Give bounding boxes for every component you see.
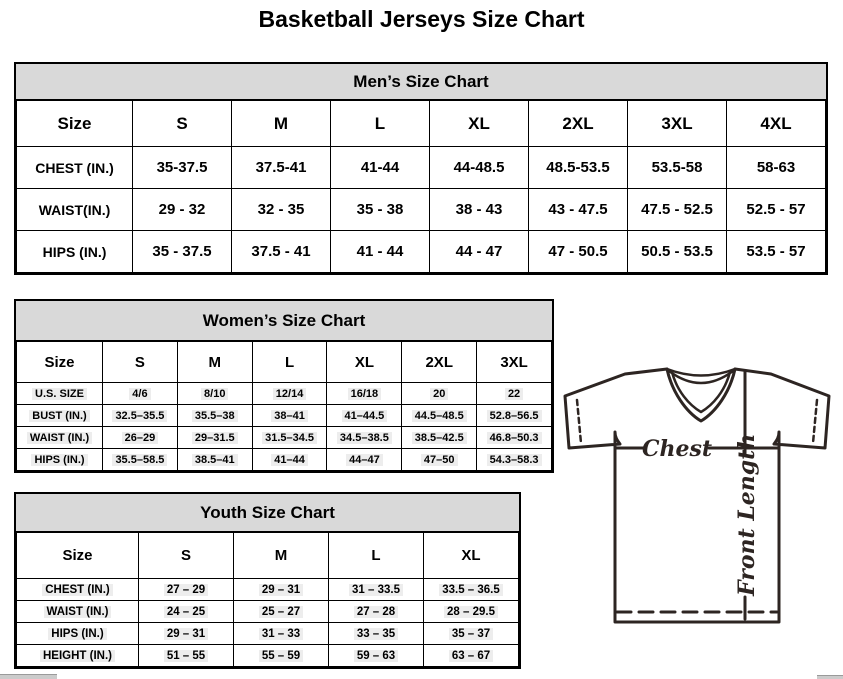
size-value-cell: 24 – 25	[139, 601, 234, 623]
size-value-cell: 20	[402, 383, 477, 405]
bottom-right-scrollbar-fragment[interactable]	[817, 675, 843, 679]
size-value-cell: 12/14	[252, 383, 327, 405]
size-column-header: 3XL	[477, 342, 552, 383]
measurement-row-label: CHEST (IN.)	[17, 147, 133, 189]
size-column-header: S	[103, 342, 178, 383]
measurement-row-label: U.S. SIZE	[17, 383, 103, 405]
measurement-row-label: WAIST (IN.)	[17, 601, 139, 623]
measurement-row	[17, 383, 552, 405]
size-value-cell: 44 - 47	[430, 231, 529, 273]
bottom-left-scrollbar-fragment[interactable]	[0, 674, 57, 679]
mens-chart-title: Men’s Size Chart	[16, 64, 826, 100]
size-value-cell: 16/18	[327, 383, 402, 405]
size-value-cell: 29 - 32	[133, 189, 232, 231]
size-value-cell: 44-48.5	[430, 147, 529, 189]
size-value-cell: 8/10	[177, 383, 252, 405]
size-value-cell: 35.5–38	[177, 405, 252, 427]
size-value-cell: 41 - 44	[331, 231, 430, 273]
womens-chart-title: Women’s Size Chart	[16, 301, 552, 341]
womens-size-chart	[14, 299, 554, 473]
measurement-row-label: BUST (IN.)	[17, 405, 103, 427]
size-column-header: L	[329, 533, 424, 579]
size-header-row	[17, 101, 826, 147]
size-value-cell: 22	[477, 383, 552, 405]
measurement-row-label: HIPS (IN.)	[17, 623, 139, 645]
measurement-row-label: CHEST (IN.)	[17, 579, 139, 601]
size-corner-header: Size	[17, 342, 103, 383]
size-value-cell: 27 – 29	[139, 579, 234, 601]
size-value-cell: 25 – 27	[234, 601, 329, 623]
measurement-row-label: HIPS (IN.)	[17, 231, 133, 273]
size-header-row	[17, 533, 519, 579]
page-title: Basketball Jerseys Size Chart	[258, 6, 585, 32]
size-column-header: S	[139, 533, 234, 579]
size-value-cell: 47.5 - 52.5	[628, 189, 727, 231]
mens-size-table	[16, 100, 826, 273]
womens-size-table	[16, 341, 552, 471]
size-value-cell: 33.5 – 36.5	[424, 579, 519, 601]
size-value-cell: 44.5–48.5	[402, 405, 477, 427]
youth-chart-title: Youth Size Chart	[16, 494, 519, 532]
size-corner-header: Size	[17, 533, 139, 579]
chest-label: Chest	[641, 436, 713, 462]
size-value-cell: 35-37.5	[133, 147, 232, 189]
size-column-header: M	[234, 533, 329, 579]
size-value-cell: 31.5–34.5	[252, 427, 327, 449]
measurement-row-label: WAIST (IN.)	[17, 427, 103, 449]
jersey-collar-back-line	[667, 369, 735, 376]
size-value-cell: 31 – 33	[234, 623, 329, 645]
size-column-header: 2XL	[402, 342, 477, 383]
size-value-cell: 41–44.5	[327, 405, 402, 427]
size-value-cell: 26–29	[103, 427, 178, 449]
size-value-cell: 35 - 37.5	[133, 231, 232, 273]
size-value-cell: 4/6	[103, 383, 178, 405]
size-column-header: 4XL	[727, 101, 826, 147]
measurement-row	[17, 449, 552, 471]
measurement-row	[17, 231, 826, 273]
size-value-cell: 53.5-58	[628, 147, 727, 189]
right-sleeve-seam-dashes	[813, 400, 817, 443]
size-value-cell: 52.5 - 57	[727, 189, 826, 231]
measurement-row	[17, 645, 519, 667]
measurement-row	[17, 147, 826, 189]
youth-size-chart	[14, 492, 521, 669]
size-value-cell: 53.5 - 57	[727, 231, 826, 273]
size-value-cell: 52.8–56.5	[477, 405, 552, 427]
jersey-body-outline	[565, 369, 829, 622]
size-value-cell: 44–47	[327, 449, 402, 471]
size-value-cell: 38.5–41	[177, 449, 252, 471]
size-value-cell: 54.3–58.3	[477, 449, 552, 471]
jersey-measurement-diagram	[558, 363, 840, 629]
size-value-cell: 46.8–50.3	[477, 427, 552, 449]
size-value-cell: 32 - 35	[232, 189, 331, 231]
size-value-cell: 47–50	[402, 449, 477, 471]
size-value-cell: 35.5–58.5	[103, 449, 178, 471]
size-value-cell: 29 – 31	[139, 623, 234, 645]
measurement-row	[17, 601, 519, 623]
size-value-cell: 48.5-53.5	[529, 147, 628, 189]
size-value-cell: 47 - 50.5	[529, 231, 628, 273]
size-column-header: M	[232, 101, 331, 147]
size-value-cell: 41-44	[331, 147, 430, 189]
measurement-row-label: HIPS (IN.)	[17, 449, 103, 471]
size-column-header: XL	[327, 342, 402, 383]
measurement-row	[17, 405, 552, 427]
size-value-cell: 41–44	[252, 449, 327, 471]
size-value-cell: 29–31.5	[177, 427, 252, 449]
size-value-cell: 31 – 33.5	[329, 579, 424, 601]
size-value-cell: 37.5-41	[232, 147, 331, 189]
size-value-cell: 32.5–35.5	[103, 405, 178, 427]
measurement-row	[17, 189, 826, 231]
size-value-cell: 51 – 55	[139, 645, 234, 667]
left-sleeve-seam-dashes	[577, 400, 581, 443]
size-value-cell: 35 – 37	[424, 623, 519, 645]
size-value-cell: 38.5–42.5	[402, 427, 477, 449]
size-value-cell: 55 – 59	[234, 645, 329, 667]
measurement-row	[17, 427, 552, 449]
youth-size-table	[16, 532, 519, 667]
size-column-header: S	[133, 101, 232, 147]
measurement-row	[17, 623, 519, 645]
size-value-cell: 43 - 47.5	[529, 189, 628, 231]
measurement-row-label: HEIGHT (IN.)	[17, 645, 139, 667]
size-value-cell: 27 – 28	[329, 601, 424, 623]
mens-size-chart	[14, 62, 828, 275]
size-value-cell: 29 – 31	[234, 579, 329, 601]
size-value-cell: 63 – 67	[424, 645, 519, 667]
size-column-header: M	[177, 342, 252, 383]
size-column-header: 2XL	[529, 101, 628, 147]
size-column-header: XL	[430, 101, 529, 147]
size-corner-header: Size	[17, 101, 133, 147]
size-value-cell: 38 - 43	[430, 189, 529, 231]
size-value-cell: 28 – 29.5	[424, 601, 519, 623]
size-column-header: L	[331, 101, 430, 147]
size-value-cell: 50.5 - 53.5	[628, 231, 727, 273]
size-header-row	[17, 342, 552, 383]
size-column-header: L	[252, 342, 327, 383]
measurement-row	[17, 579, 519, 601]
measurement-row-label: WAIST(IN.)	[17, 189, 133, 231]
size-value-cell: 33 – 35	[329, 623, 424, 645]
size-value-cell: 34.5–38.5	[327, 427, 402, 449]
size-column-header: 3XL	[628, 101, 727, 147]
size-column-header: XL	[424, 533, 519, 579]
size-value-cell: 37.5 - 41	[232, 231, 331, 273]
size-value-cell: 35 - 38	[331, 189, 430, 231]
front-length-label: Front Length	[734, 433, 760, 596]
size-value-cell: 38–41	[252, 405, 327, 427]
size-value-cell: 59 – 63	[329, 645, 424, 667]
size-value-cell: 58-63	[727, 147, 826, 189]
